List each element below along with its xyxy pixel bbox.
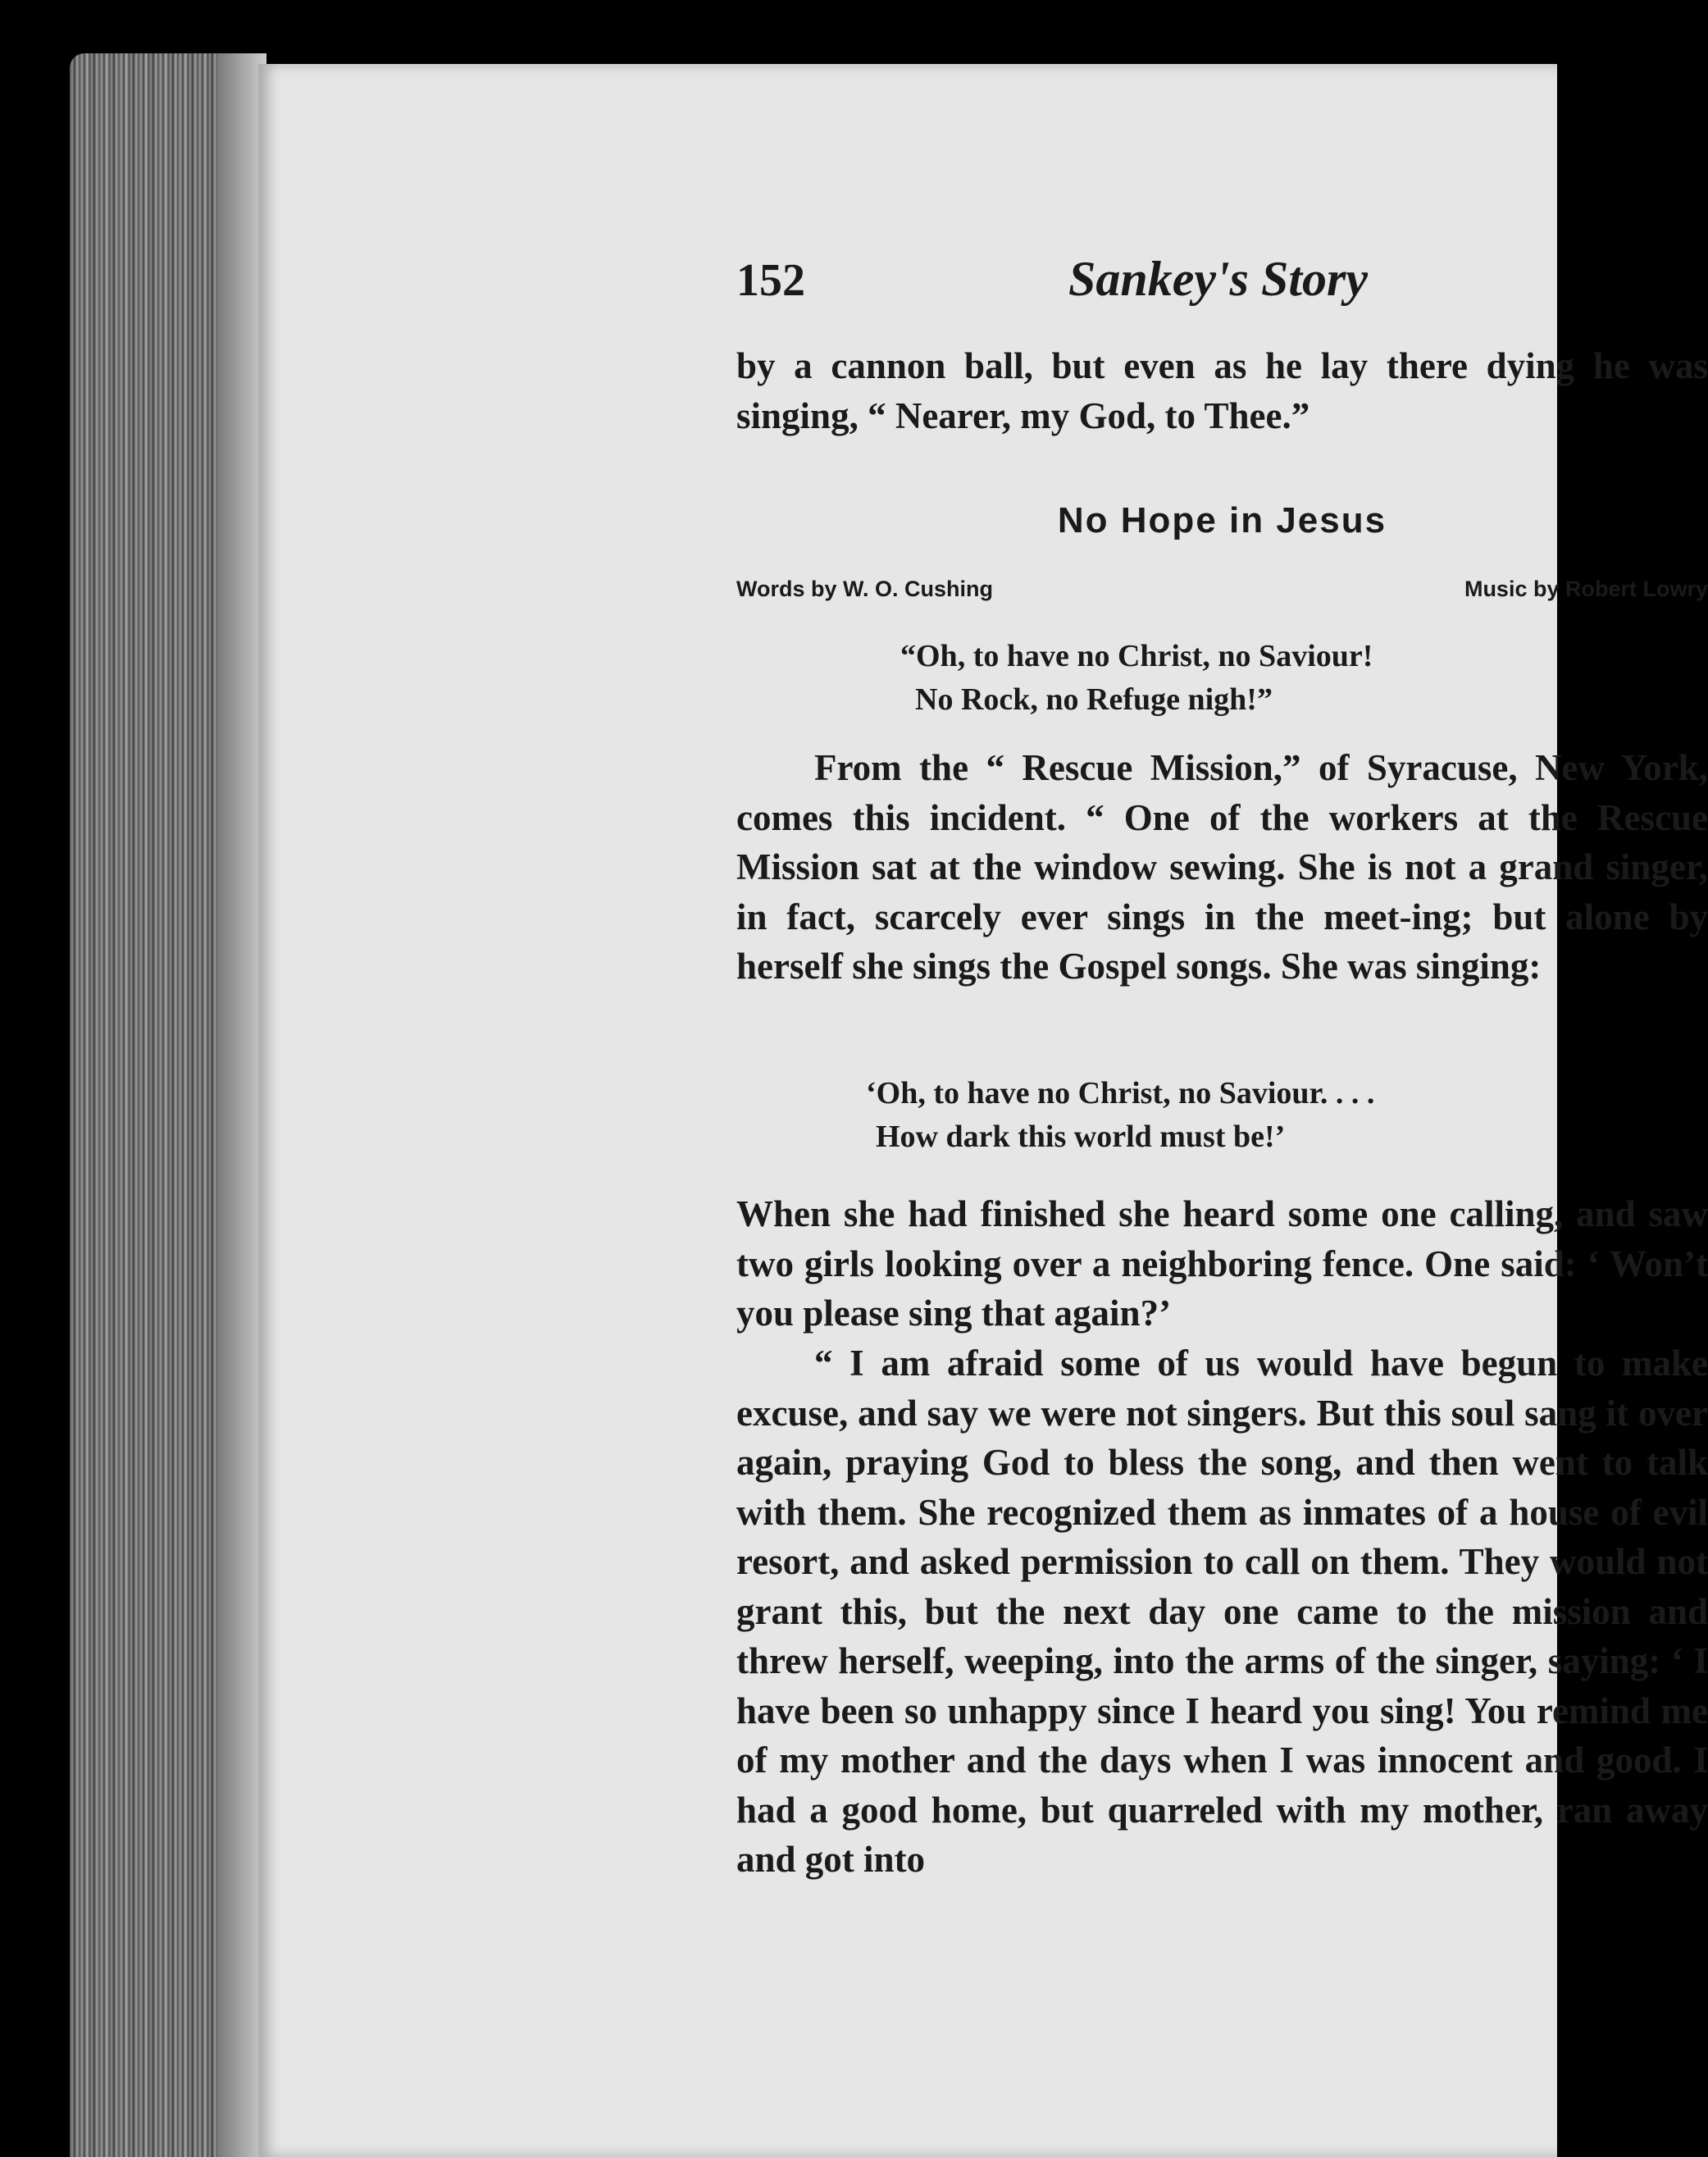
book-page-edges — [70, 53, 266, 2157]
paragraph-rescue-mission: From the “ Rescue Mission,” of Syracuse, New York, comes this incident. “ One of the workers at the Rescue Mission sat at the window sewing. She is not a grand singer, in fact, scarcely ever sings in the meet-ing; but alone by herself she sings the Gospel songs. She was singing: — [736, 747, 1708, 987]
paragraph-girls-fence: When she had finished she heard some one calling, and saw two girls looking over a neighboring fence. One said: ‘ Won’t you please sing that again?’ — [736, 1193, 1708, 1334]
page-number: 152 — [736, 255, 805, 306]
verse-quote-2 — [866, 1072, 1374, 1159]
verse-1-line-2: No Rock, no Refuge nigh!” — [915, 682, 1273, 717]
verse-quote-1 — [900, 635, 1373, 722]
running-title: Sankey's Story — [1068, 252, 1369, 306]
book-page — [258, 64, 1708, 2157]
running-head — [736, 254, 1708, 312]
music-credit: Music by Robert Lowry — [1464, 577, 1708, 601]
words-credit: Words by W. O. Cushing — [736, 577, 994, 601]
paragraph-singer-story: “ I am afraid some of us would have begun to make excuse, and say we were not singers. But this soul sang it over again, praying God to bless the song, and then went to talk with them. She recognized them as inmates of a house of evil resort, and asked permission to call on them. They would not grant this, but the next day one came to the mission and threw herself, weeping, into the arms of the singer, saying: ‘ I have been so unhappy since I heard you sing! You remind me of my mother and the days when I was innocent and good. I had a good home, but quarreled with my mother, ran away and got into — [736, 1343, 1708, 1880]
verse-1-line-1: “Oh, to have no Christ, no Saviour! — [900, 639, 1373, 673]
hymn-title: No Hope in Jesus — [1057, 500, 1387, 540]
verse-2-line-1: ‘Oh, to have no Christ, no Saviour. . . . — [866, 1076, 1375, 1110]
verse-2-line-2: How dark this world must be!’ — [876, 1120, 1286, 1154]
opening-paragraph: by a cannon ball, but even as he lay there dying he was singing, “ Nearer, my God, to Thee.” — [736, 345, 1708, 436]
